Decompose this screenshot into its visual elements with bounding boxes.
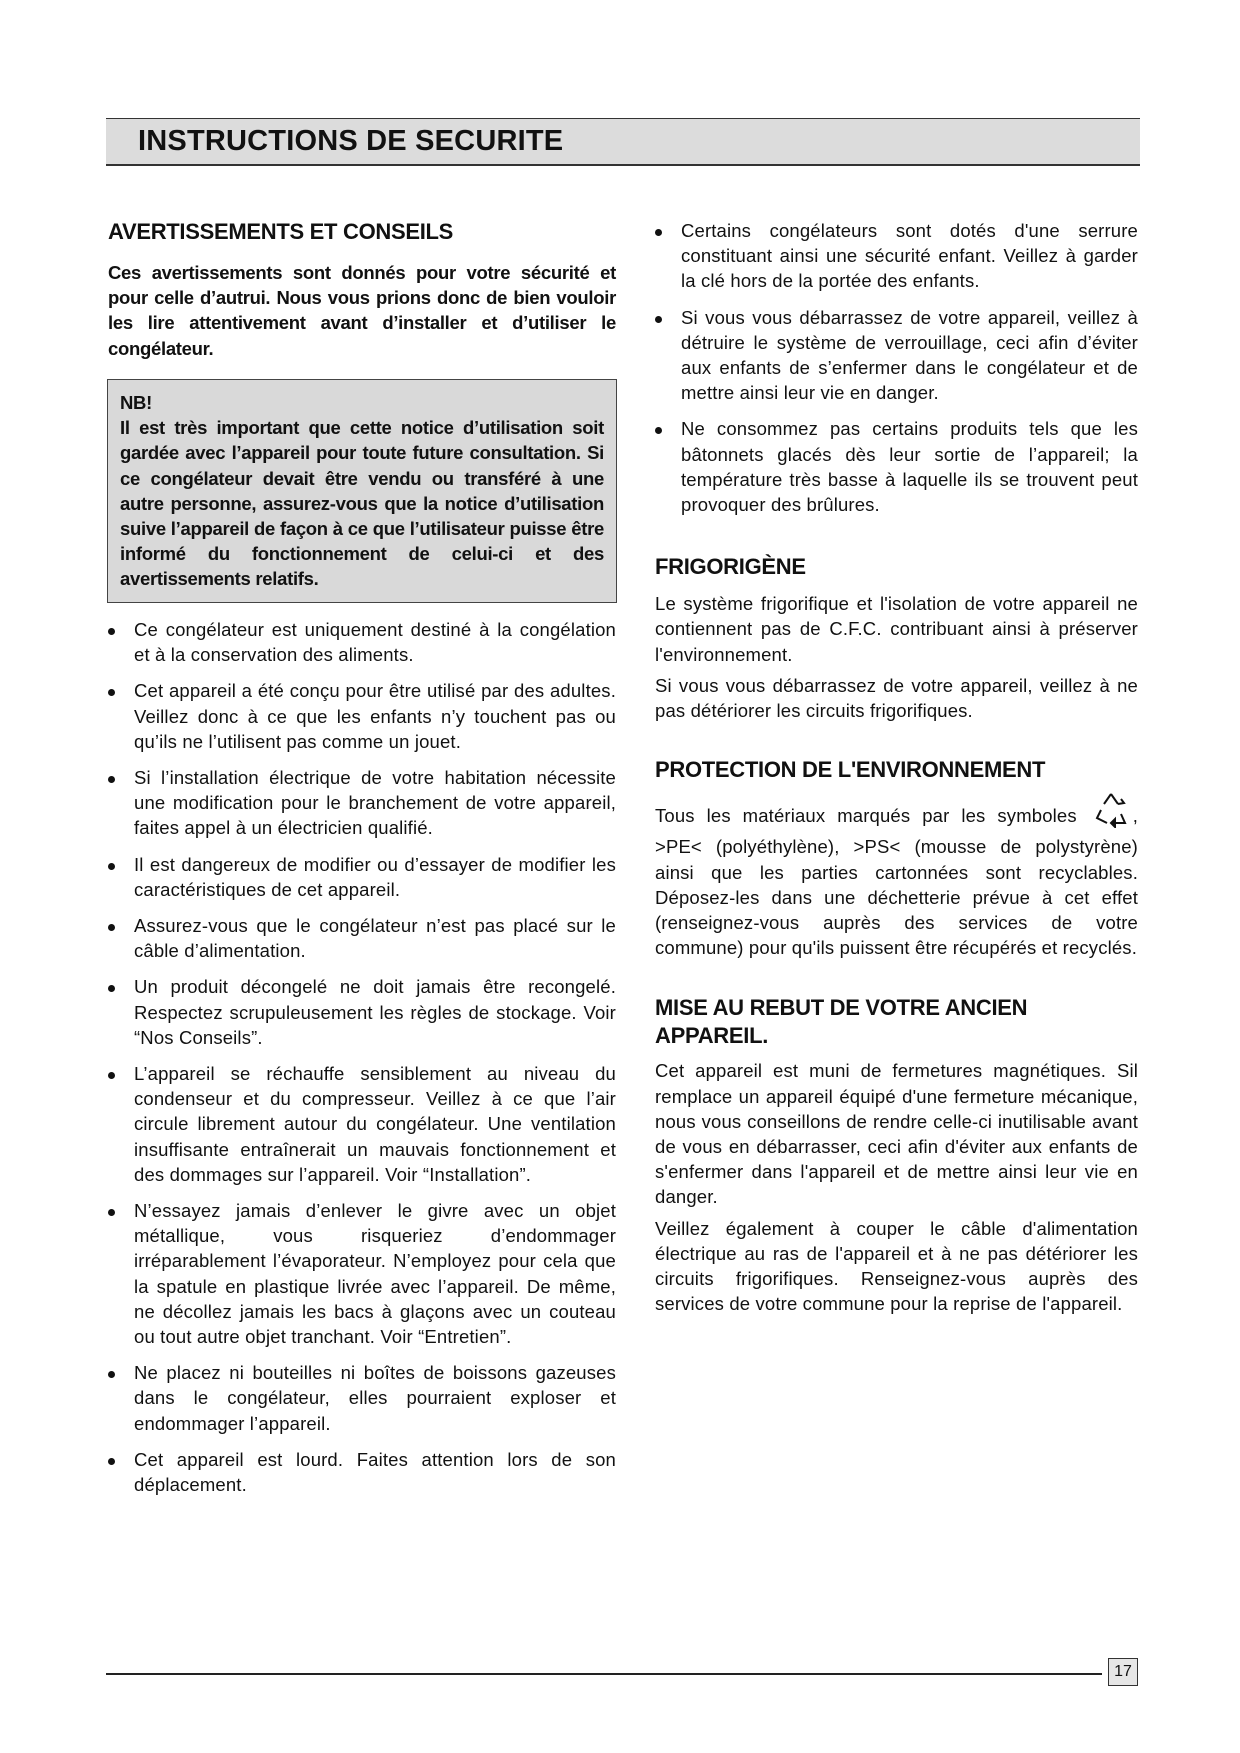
intro-paragraph: Ces avertissements sont donnés pour votre sécurité et pour celle d’autrui. Nous vous prions donc de bien vouloir les lire attentivement avant d’installer et d’utiliser le congélateur. [108,262,616,359]
bullet-icon [108,1458,115,1465]
section-heading-environnement: PROTECTION DE L'ENVIRONNEMENT [655,757,1046,783]
list-item: Cet appareil a été conçu pour être utilisé par des adultes. Veillez donc à ce que les enfants n’y touchent pas ou qu’ils ne l’utilisent pas comme un jouet. [108,678,616,754]
section-heading-rebut: MISE AU REBUT DE VOTRE ANCIEN APPAREIL. [655,995,1028,1049]
list-item: Ne placez ni bouteilles ni boîtes de boissons gazeuses dans le congélateur, elles pourraient exploser et endommager l’appareil. [108,1360,616,1436]
section-heading-avertissements: AVERTISSEMENTS ET CONSEILS [108,219,454,244]
bullet-icon [108,1371,115,1378]
nb-notice-box [107,379,617,603]
bullet-icon [655,316,662,323]
bullet-icon [655,427,662,434]
footer-rule [106,1673,1102,1675]
rebut-paragraph-1: Cet appareil est muni de fermetures magnétiques. Sil remplace un appareil équipé d'une fermeture mécanique, nous vous conseillons de rendre celle-ci inutilisable avant de vous en débarrasser, ceci afin d'éviter aux enfants de s'enfermer dans l'appareil et de mettre ainsi leur vie en danger. [655,1060,1138,1208]
environnement-paragraph: Tous les matériaux marqués par les symboles , >PE< (polyéthylène), >PS< (mousse de polystyrène) ainsi que les parties cartonnées sont recyclables. Déposez-les dans une déchetterie prévue à cet effet (renseignez-vous auprès des services de votre commune) pour qu'ils puissent être récupérés et recyclés. [655,790,1138,960]
bullet-icon [108,628,115,635]
list-item: Il est dangereux de modifier ou d’essayer de modifier les caractéristiques de cet appareil. [108,852,616,902]
left-bullet-list-container [108,617,616,1497]
bullet-icon [108,776,115,783]
recycle-icon [1091,790,1131,834]
page-header-bar [106,118,1140,166]
list-item: Certains congélateurs sont dotés d'une serrure constituant ainsi une sécurité enfant. Veillez à garder la clé hors de la portée des enfants. [655,218,1138,294]
right-bullet-list [655,218,1138,517]
rebut-paragraph-2: Veillez également à couper le câble d'alimentation électrique au ras de l'appareil et à ne pas détériorer les circuits frigorifiques. Renseignez-vous auprès des services de votre commune pour la reprise de l'appareil. [655,1217,1138,1315]
bullet-icon [108,924,115,931]
page-number: 17 [1108,1658,1138,1686]
list-item: Un produit décongelé ne doit jamais être recongelé. Respectez scrupuleusement les règles de stockage. Voir “Nos Conseils”. [108,974,616,1050]
list-item: Cet appareil est lourd. Faites attention lors de son déplacement. [108,1447,616,1497]
page-title: INSTRUCTIONS DE SECURITE [138,125,564,157]
nb-text: Il est très important que cette notice d’utilisation soit gardée avec l’appareil pour toute future consultation. Si ce congélateur devait être vendu ou transféré à une autre personne, assurez-vous que la notice d’utilisation suive l’appareil de façon à ce que l’utilisateur puisse être informé du fonctionnement de celui-ci et des avertissements relatifs. [120,417,604,590]
frigorigene-paragraph-2: Si vous vous débarrassez de votre appareil, veillez à ne pas détériorer les circuits frigorifiques. [655,674,1138,722]
bullet-icon [108,1209,115,1216]
list-item: Ne consommez pas certains produits tels que les bâtonnets glacés dès leur sortie de l’appareil; la température très basse à laquelle ils se trouvent peut provoquer des brûlures. [655,416,1138,517]
nb-label: NB! [120,392,152,413]
right-column [655,218,1138,1317]
bullet-icon [655,229,662,236]
left-bullet-list [108,617,616,1497]
list-item: Ce congélateur est uniquement destiné à la congélation et à la conservation des aliments. [108,617,616,667]
left-column [108,218,616,361]
frigorigene-paragraph-1: Le système frigorifique et l'isolation de votre appareil ne contiennent pas de C.F.C. contribuant ainsi à préserver l'environnement. [655,593,1138,665]
bullet-icon [108,985,115,992]
section-heading-frigorigene: FRIGORIGÈNE [655,554,806,580]
list-item: Si l’installation électrique de votre habitation nécessite une modification pour le branchement de votre appareil, faites appel à un électricien qualifié. [108,765,616,841]
list-item: N’essayez jamais d’enlever le givre avec un objet métallique, vous risqueriez d’endommager irréparablement l’évaporateur. N’employez pour cela que la spatule en plastique livrée avec l’appareil. De même, ne décollez jamais les bacs à glaçons avec un couteau ou tout autre objet tranchant. Voir “Entretien”. [108,1198,616,1349]
bullet-icon [108,689,115,696]
bullet-icon [108,863,115,870]
list-item: Assurez-vous que le congélateur n’est pas placé sur le câble d’alimentation. [108,913,616,963]
list-item: L’appareil se réchauffe sensiblement au niveau du condenseur et du compresseur. Veillez à ce que l’air circule librement autour du congélateur. Une ventilation insuffisante entraînerait un mauvais fonctionnement et des dommages sur l’appareil. Voir “Installation”. [108,1061,616,1187]
bullet-icon [108,1072,115,1079]
list-item: Si vous vous débarrassez de votre appareil, veillez à détruire le système de verrouillage, ceci afin d’éviter aux enfants de s’enfermer dans le congélateur et de mettre ainsi leur vie en danger. [655,305,1138,406]
